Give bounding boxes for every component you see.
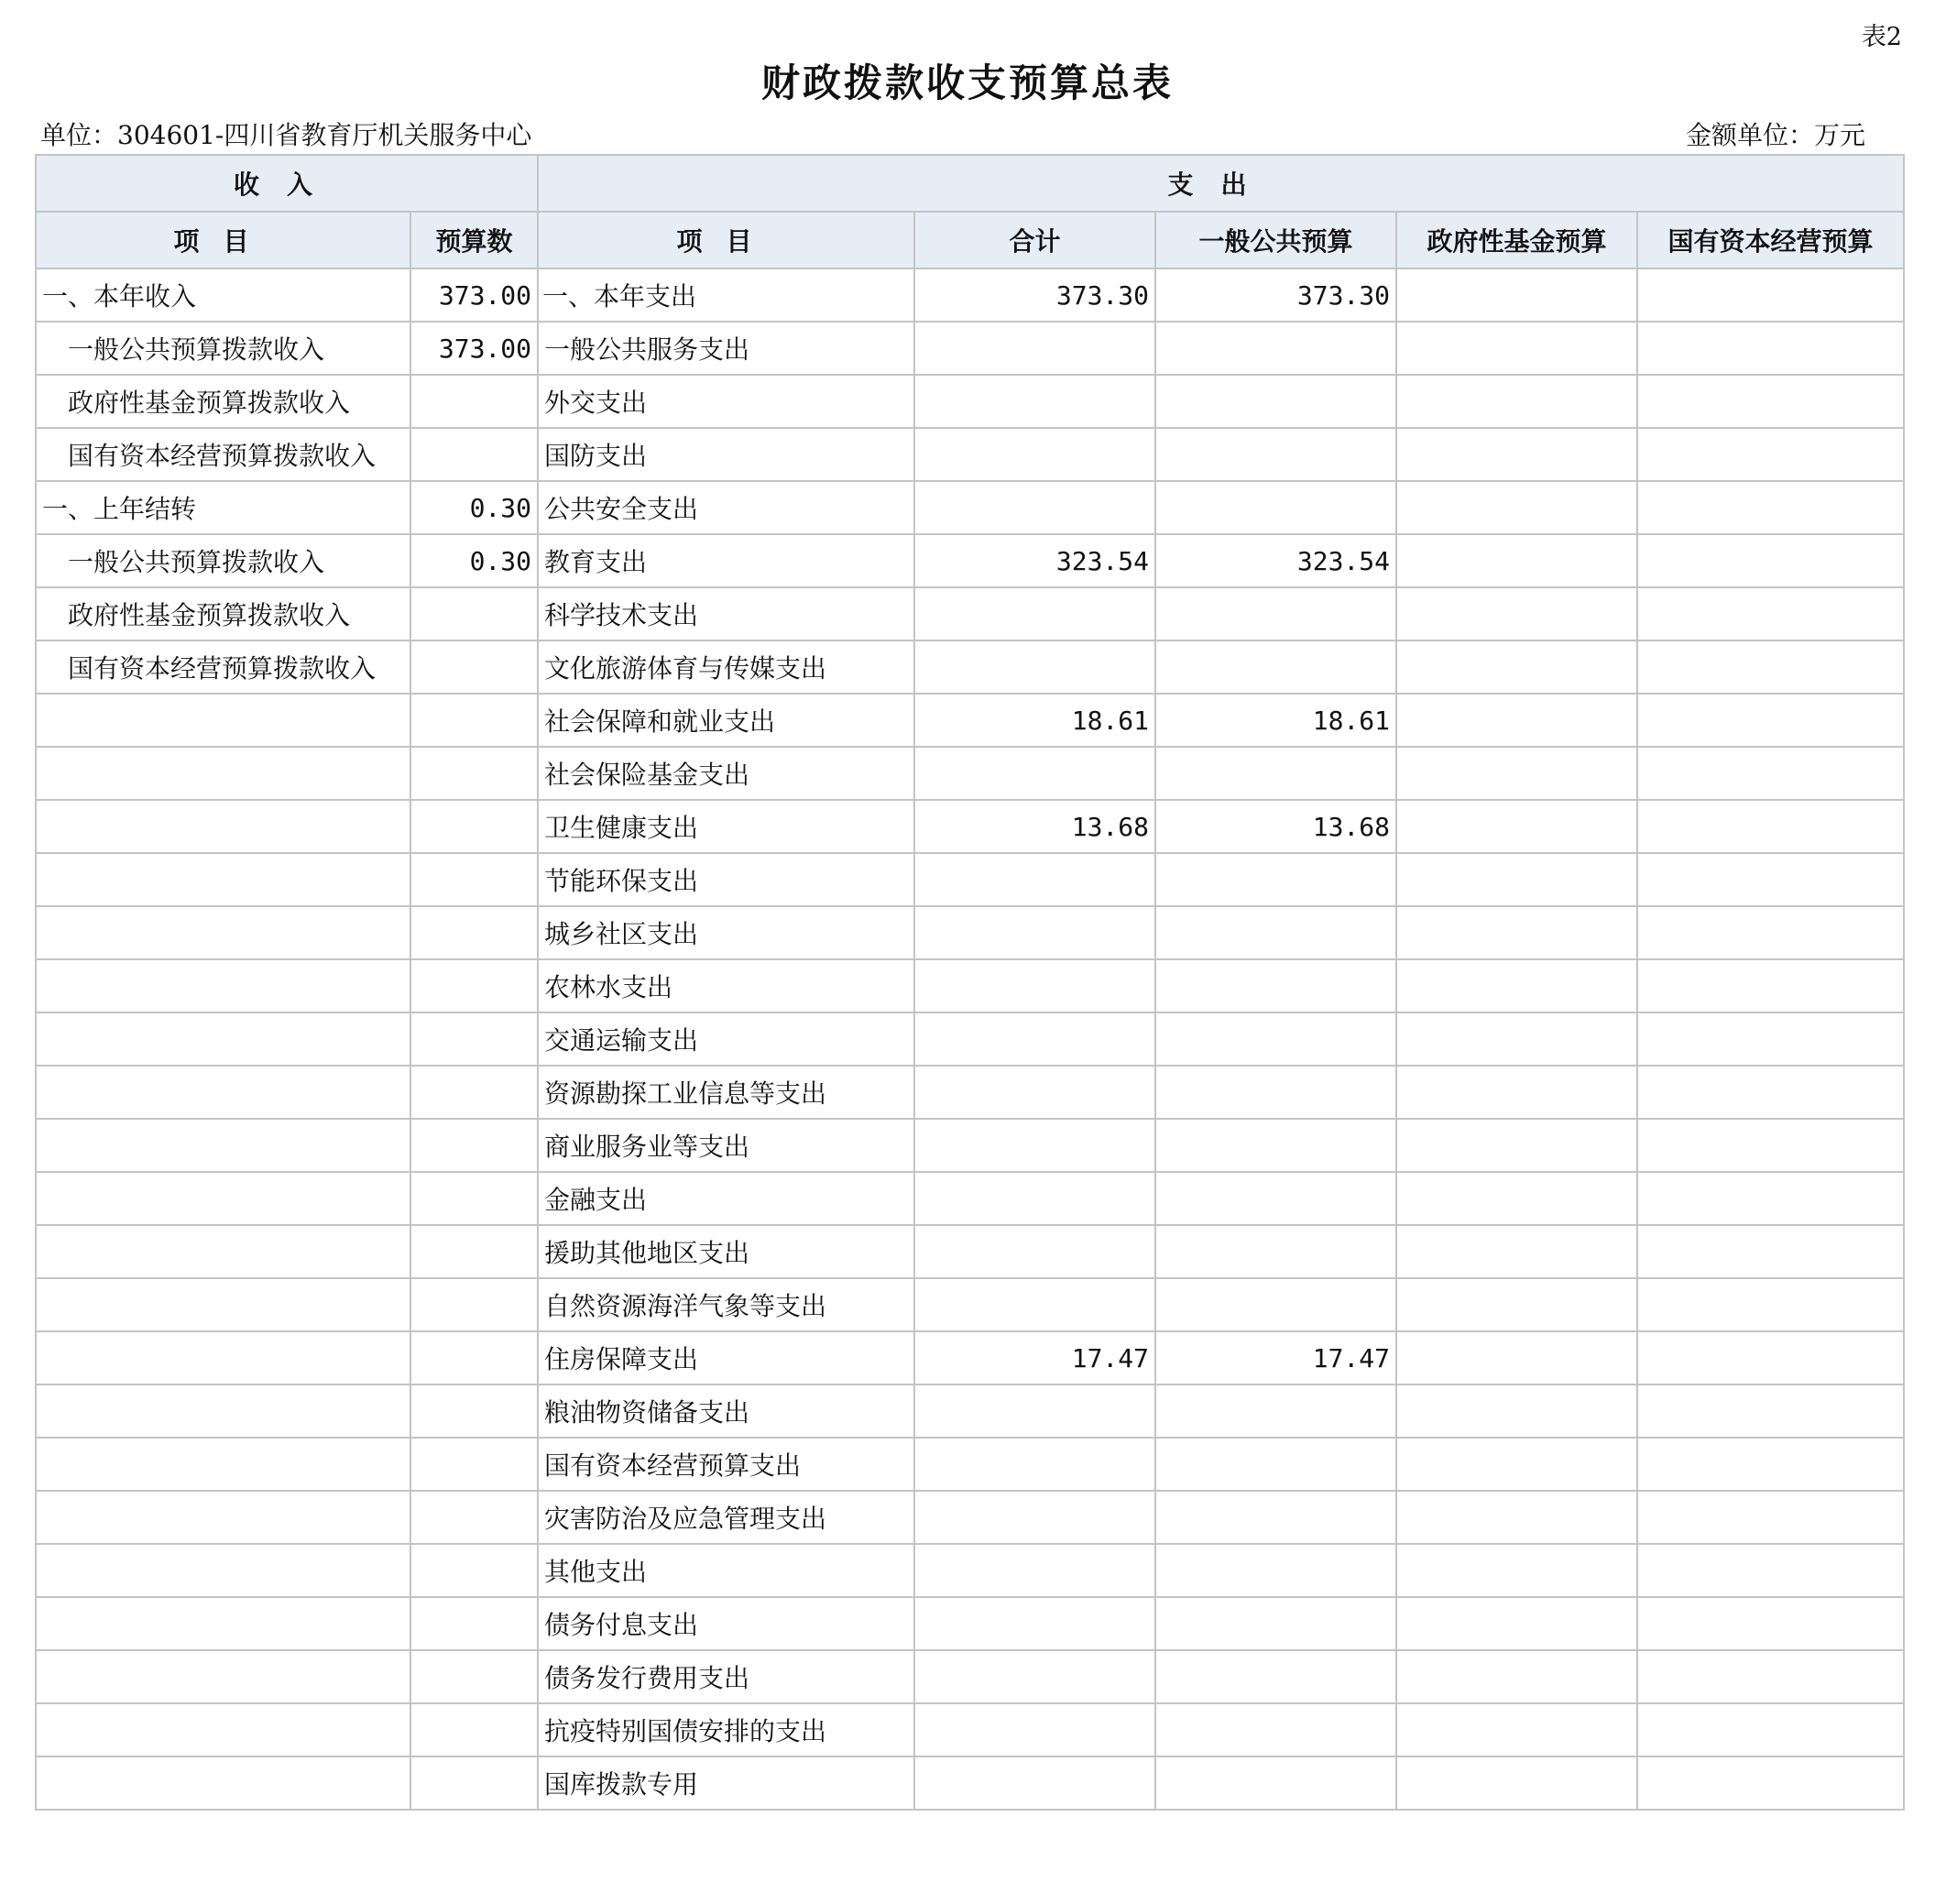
state-capital-budget-cell [1637, 587, 1904, 640]
income-item-cell: 一、上年结转 [36, 481, 410, 534]
table-row [36, 587, 1904, 640]
fund-budget-cell [1396, 1119, 1637, 1172]
income-item-cell: 国有资本经营预算拨款收入 [36, 428, 410, 481]
fund-budget-cell [1396, 268, 1637, 322]
table-row [36, 1119, 1904, 1172]
fund-budget-cell [1396, 1172, 1637, 1225]
expense-header: 支出 [538, 155, 1904, 212]
total-cell [914, 322, 1155, 375]
expense-item-cell: 交通运输支出 [538, 1012, 914, 1066]
fund-budget-cell [1396, 1331, 1637, 1384]
state-capital-budget-cell [1637, 322, 1904, 375]
general-budget-cell [1155, 1756, 1396, 1810]
fund-budget-cell [1396, 747, 1637, 800]
fund-budget-cell [1396, 1012, 1637, 1066]
expense-item-cell: 金融支出 [538, 1172, 914, 1225]
expense-item-cell: 自然资源海洋气象等支出 [538, 1278, 914, 1331]
income-budget-cell [410, 1544, 538, 1597]
income-item-cell [36, 694, 410, 747]
state-capital-budget-cell [1637, 1012, 1904, 1066]
table-row [36, 534, 1904, 587]
total-cell [914, 747, 1155, 800]
general-budget-cell [1155, 1597, 1396, 1650]
table-row [36, 1225, 1904, 1278]
fund-budget-cell [1396, 1756, 1637, 1810]
table-row [36, 268, 1904, 322]
expense-item-cell: 一般公共服务支出 [538, 322, 914, 375]
state-capital-budget-cell [1637, 1225, 1904, 1278]
state-capital-budget-cell [1637, 694, 1904, 747]
state-capital-budget-cell [1637, 800, 1904, 853]
general-budget-cell: 18.61 [1155, 694, 1396, 747]
total-cell [914, 959, 1155, 1012]
table-row [36, 1012, 1904, 1066]
income-budget-cell [410, 428, 538, 481]
income-budget-cell [410, 1278, 538, 1331]
fund-budget-cell [1396, 959, 1637, 1012]
general-budget-cell [1155, 481, 1396, 534]
income-budget-cell [410, 1597, 538, 1650]
income-budget-cell [410, 1650, 538, 1703]
state-capital-budget-cell [1637, 428, 1904, 481]
fund-budget-cell [1396, 1703, 1637, 1756]
state-capital-budget-cell [1637, 747, 1904, 800]
income-item-cell [36, 853, 410, 906]
state-capital-budget-cell [1637, 534, 1904, 587]
expense-item-cell: 债务付息支出 [538, 1597, 914, 1650]
income-budget-cell: 373.00 [410, 268, 538, 322]
income-item-cell [36, 1119, 410, 1172]
general-budget-cell: 13.68 [1155, 800, 1396, 853]
general-budget-cell [1155, 1278, 1396, 1331]
general-budget-cell [1155, 428, 1396, 481]
state-capital-budget-cell [1637, 1119, 1904, 1172]
income-budget-cell [410, 1331, 538, 1384]
expense-item-cell: 国有资本经营预算支出 [538, 1438, 914, 1491]
income-item-cell: 一、本年收入 [36, 268, 410, 322]
income-budget-cell [410, 1756, 538, 1810]
state-capital-budget-cell [1637, 375, 1904, 428]
income-item-cell [36, 747, 410, 800]
expense-item-cell: 住房保障支出 [538, 1331, 914, 1384]
state-capital-budget-cell [1637, 1544, 1904, 1597]
fund-budget-cell [1396, 1225, 1637, 1278]
fund-budget-cell [1396, 428, 1637, 481]
expense-item-cell: 灾害防治及应急管理支出 [538, 1491, 914, 1544]
fund-budget-cell [1396, 1066, 1637, 1119]
income-header: 收入 [36, 155, 538, 212]
table-row [36, 853, 1904, 906]
income-budget-cell: 0.30 [410, 534, 538, 587]
expense-item-header: 项目 [538, 212, 914, 268]
state-capital-budget-cell [1637, 1597, 1904, 1650]
table-row [36, 1756, 1904, 1810]
income-budget-cell [410, 1066, 538, 1119]
fund-budget-cell [1396, 1544, 1637, 1597]
income-item-header: 项目 [36, 212, 410, 268]
general-budget-cell [1155, 1012, 1396, 1066]
income-budget-cell [410, 1703, 538, 1756]
general-budget-cell [1155, 1384, 1396, 1438]
expense-item-cell: 社会保障和就业支出 [538, 694, 914, 747]
income-budget-cell [410, 1012, 538, 1066]
expense-item-cell: 城乡社区支出 [538, 906, 914, 959]
income-budget-cell [410, 1119, 538, 1172]
budget-table [35, 154, 1905, 1811]
fund-budget-cell [1396, 853, 1637, 906]
fund-budget-cell [1396, 322, 1637, 375]
table-row [36, 1491, 1904, 1544]
fund-budget-header: 政府性基金预算 [1396, 212, 1637, 268]
income-budget-cell [410, 853, 538, 906]
total-cell: 373.30 [914, 268, 1155, 322]
fund-budget-cell [1396, 587, 1637, 640]
total-cell [914, 906, 1155, 959]
general-budget-cell [1155, 322, 1396, 375]
total-cell [914, 587, 1155, 640]
general-budget-cell: 17.47 [1155, 1331, 1396, 1384]
total-cell [914, 1703, 1155, 1756]
general-budget-cell [1155, 1066, 1396, 1119]
table-row [36, 1278, 1904, 1331]
expense-item-cell: 商业服务业等支出 [538, 1119, 914, 1172]
total-cell [914, 1384, 1155, 1438]
expense-item-cell: 公共安全支出 [538, 481, 914, 534]
state-capital-budget-cell [1637, 959, 1904, 1012]
income-item-cell [36, 1650, 410, 1703]
expense-item-cell: 社会保险基金支出 [538, 747, 914, 800]
total-cell: 17.47 [914, 1331, 1155, 1384]
general-budget-cell [1155, 747, 1396, 800]
table-row [36, 1384, 1904, 1438]
general-budget-cell [1155, 1438, 1396, 1491]
table-row [36, 800, 1904, 853]
income-item-cell: 政府性基金预算拨款收入 [36, 375, 410, 428]
expense-item-cell: 节能环保支出 [538, 853, 914, 906]
income-item-cell [36, 1225, 410, 1278]
total-cell [914, 481, 1155, 534]
income-item-cell [36, 1172, 410, 1225]
fund-budget-cell [1396, 1491, 1637, 1544]
state-capital-budget-cell [1637, 1331, 1904, 1384]
state-capital-budget-cell [1637, 481, 1904, 534]
fund-budget-cell [1396, 481, 1637, 534]
state-capital-budget-cell [1637, 1066, 1904, 1119]
table-number: 表2 [1861, 23, 1902, 51]
income-budget-cell [410, 959, 538, 1012]
expense-item-cell: 国防支出 [538, 428, 914, 481]
income-budget-cell [410, 1384, 538, 1438]
state-capital-budget-cell [1637, 1384, 1904, 1438]
total-cell: 13.68 [914, 800, 1155, 853]
general-budget-cell [1155, 853, 1396, 906]
general-budget-cell [1155, 906, 1396, 959]
table-row [36, 1597, 1904, 1650]
income-item-cell [36, 1438, 410, 1491]
expense-item-cell: 国库拨款专用 [538, 1756, 914, 1810]
total-cell: 323.54 [914, 534, 1155, 587]
income-budget-cell: 373.00 [410, 322, 538, 375]
table-row [36, 428, 1904, 481]
expense-item-cell: 一、本年支出 [538, 268, 914, 322]
general-budget-cell [1155, 1119, 1396, 1172]
table-row [36, 1438, 1904, 1491]
unit-label: 单位：304601-四川省教育厅机关服务中心 [40, 120, 532, 150]
total-cell [914, 1066, 1155, 1119]
fund-budget-cell [1396, 1597, 1637, 1650]
table-row [36, 959, 1904, 1012]
total-cell [914, 1278, 1155, 1331]
table-row [36, 1331, 1904, 1384]
total-cell [914, 1225, 1155, 1278]
income-budget-cell: 0.30 [410, 481, 538, 534]
amount-unit-label: 金额单位：万元 [1685, 120, 1865, 150]
total-cell [914, 1172, 1155, 1225]
total-cell [914, 1012, 1155, 1066]
income-budget-cell [410, 800, 538, 853]
state-capital-budget-cell [1637, 1491, 1904, 1544]
table-row [36, 747, 1904, 800]
total-cell [914, 1438, 1155, 1491]
income-item-cell [36, 1491, 410, 1544]
expense-item-cell: 农林水支出 [538, 959, 914, 1012]
table-row [36, 640, 1904, 694]
income-item-cell: 国有资本经营预算拨款收入 [36, 640, 410, 694]
general-budget-header: 一般公共预算 [1155, 212, 1396, 268]
fund-budget-cell [1396, 375, 1637, 428]
income-budget-cell [410, 747, 538, 800]
state-capital-budget-cell [1637, 1703, 1904, 1756]
state-capital-budget-cell [1637, 1756, 1904, 1810]
state-capital-budget-cell [1637, 1438, 1904, 1491]
expense-item-cell: 债务发行费用支出 [538, 1650, 914, 1703]
income-item-cell [36, 1331, 410, 1384]
expense-item-cell: 科学技术支出 [538, 587, 914, 640]
income-budget-cell [410, 694, 538, 747]
income-budget-cell [410, 1438, 538, 1491]
fund-budget-cell [1396, 800, 1637, 853]
state-capital-budget-cell [1637, 1172, 1904, 1225]
total-cell [914, 375, 1155, 428]
income-budget-cell [410, 375, 538, 428]
state-capital-budget-cell [1637, 853, 1904, 906]
fund-budget-cell [1396, 640, 1637, 694]
total-header: 合计 [914, 212, 1155, 268]
income-item-cell [36, 1544, 410, 1597]
general-budget-cell [1155, 1650, 1396, 1703]
state-capital-budget-cell [1637, 640, 1904, 694]
total-cell [914, 1119, 1155, 1172]
total-cell [914, 428, 1155, 481]
table-row [36, 481, 1904, 534]
expense-item-cell: 抗疫特别国债安排的支出 [538, 1703, 914, 1756]
state-capital-budget-cell [1637, 1650, 1904, 1703]
expense-item-cell: 资源勘探工业信息等支出 [538, 1066, 914, 1119]
state-capital-budget-cell [1637, 906, 1904, 959]
income-budget-cell [410, 1225, 538, 1278]
page-title: 财政拨款收支预算总表 [760, 60, 1174, 105]
fund-budget-cell [1396, 694, 1637, 747]
general-budget-cell [1155, 1544, 1396, 1597]
general-budget-cell [1155, 1225, 1396, 1278]
general-budget-cell [1155, 959, 1396, 1012]
expense-item-cell: 外交支出 [538, 375, 914, 428]
income-budget-cell [410, 640, 538, 694]
income-item-cell [36, 1756, 410, 1810]
table-row [36, 1172, 1904, 1225]
general-budget-cell: 323.54 [1155, 534, 1396, 587]
fund-budget-cell [1396, 906, 1637, 959]
general-budget-cell [1155, 1703, 1396, 1756]
expense-item-cell: 教育支出 [538, 534, 914, 587]
income-item-cell [36, 1012, 410, 1066]
fund-budget-cell [1396, 1278, 1637, 1331]
expense-item-cell: 其他支出 [538, 1544, 914, 1597]
income-budget-cell [410, 587, 538, 640]
income-item-cell [36, 800, 410, 853]
income-item-cell: 政府性基金预算拨款收入 [36, 587, 410, 640]
expense-item-cell: 援助其他地区支出 [538, 1225, 914, 1278]
income-item-cell [36, 1066, 410, 1119]
fund-budget-cell [1396, 534, 1637, 587]
income-budget-cell [410, 906, 538, 959]
fund-budget-cell [1396, 1438, 1637, 1491]
income-item-cell [36, 1278, 410, 1331]
table-row [36, 694, 1904, 747]
expense-item-cell: 卫生健康支出 [538, 800, 914, 853]
general-budget-cell [1155, 375, 1396, 428]
fund-budget-cell [1396, 1650, 1637, 1703]
total-cell [914, 1597, 1155, 1650]
general-budget-cell [1155, 1491, 1396, 1544]
general-budget-cell [1155, 640, 1396, 694]
income-item-cell: 一般公共预算拨款收入 [36, 322, 410, 375]
income-item-cell [36, 1703, 410, 1756]
income-item-cell [36, 1597, 410, 1650]
total-cell [914, 1756, 1155, 1810]
table-row [36, 1703, 1904, 1756]
total-cell [914, 640, 1155, 694]
state-capital-budget-header: 国有资本经营预算 [1637, 212, 1904, 268]
income-budget-cell [410, 1172, 538, 1225]
general-budget-cell: 373.30 [1155, 268, 1396, 322]
total-cell [914, 1650, 1155, 1703]
expense-item-cell: 文化旅游体育与传媒支出 [538, 640, 914, 694]
table-row [36, 1066, 1904, 1119]
table-row [36, 375, 1904, 428]
total-cell [914, 1491, 1155, 1544]
table-body [36, 268, 1904, 1810]
state-capital-budget-cell [1637, 1278, 1904, 1331]
income-item-cell [36, 906, 410, 959]
general-budget-cell [1155, 587, 1396, 640]
state-capital-budget-cell [1637, 268, 1904, 322]
budget-header: 预算数 [410, 212, 538, 268]
table-row [36, 1650, 1904, 1703]
total-cell: 18.61 [914, 694, 1155, 747]
total-cell [914, 853, 1155, 906]
expense-item-cell: 粮油物资储备支出 [538, 1384, 914, 1438]
income-item-cell [36, 959, 410, 1012]
total-cell [914, 1544, 1155, 1597]
general-budget-cell [1155, 1172, 1396, 1225]
income-item-cell: 一般公共预算拨款收入 [36, 534, 410, 587]
table-row [36, 1544, 1904, 1597]
table-row [36, 322, 1904, 375]
income-item-cell [36, 1384, 410, 1438]
fund-budget-cell [1396, 1384, 1637, 1438]
table-row [36, 906, 1904, 959]
income-budget-cell [410, 1491, 538, 1544]
